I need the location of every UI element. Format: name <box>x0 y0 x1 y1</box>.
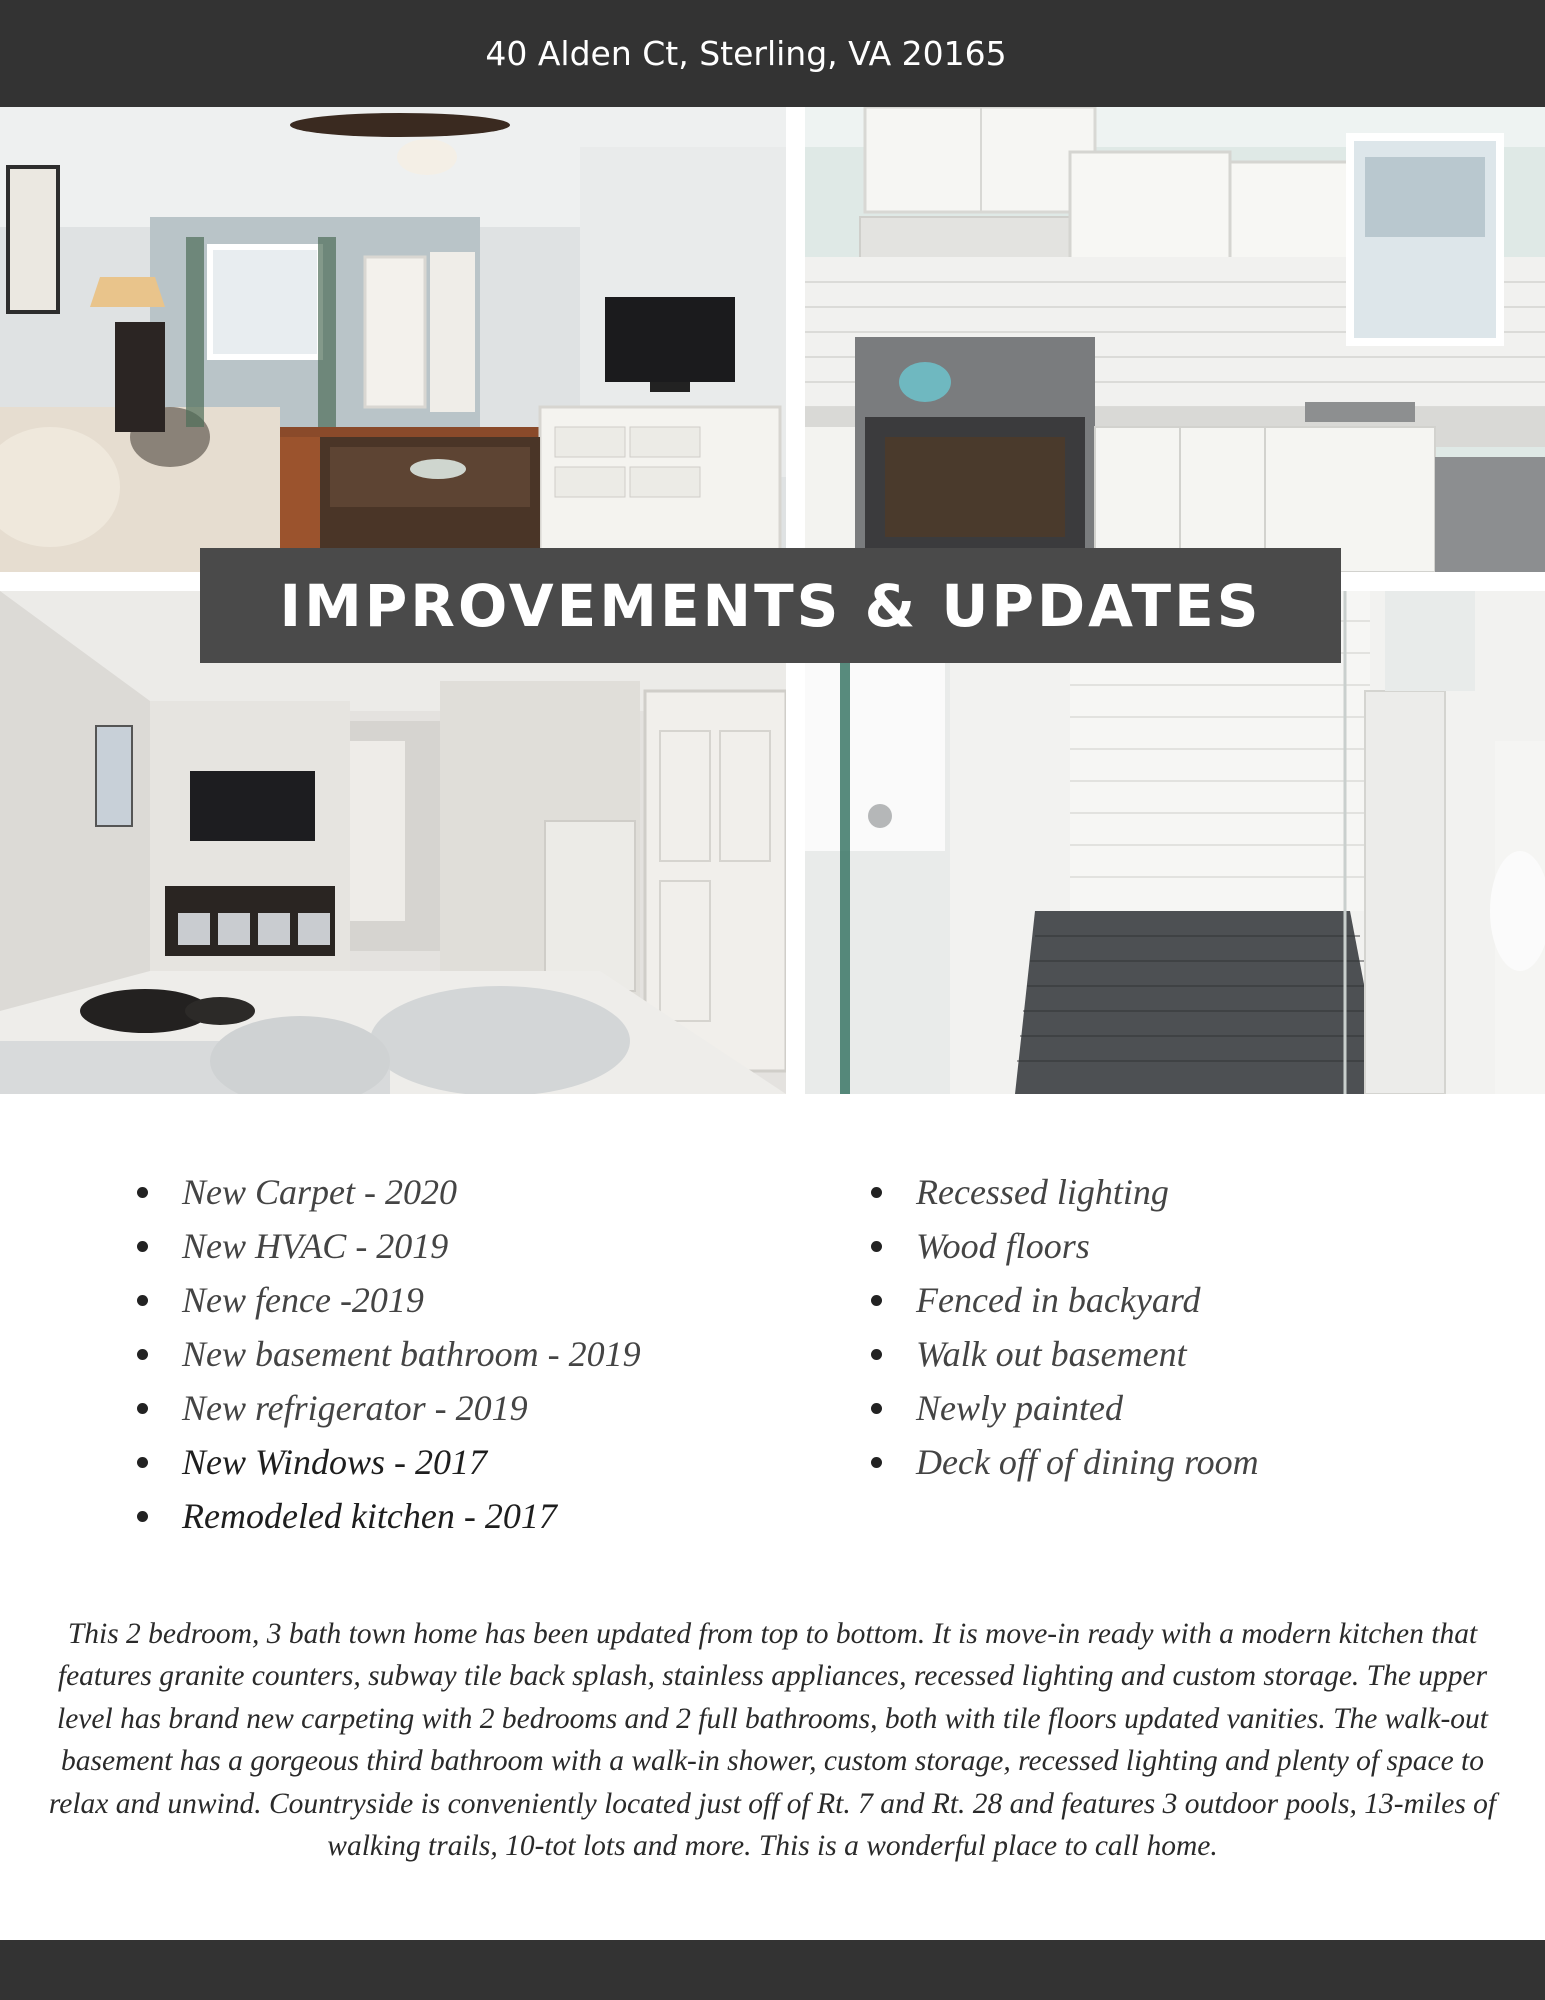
bullet-icon <box>137 1457 148 1468</box>
bullet-icon <box>137 1511 148 1522</box>
bullet-icon <box>137 1403 148 1414</box>
list-item: New HVAC - 2019 <box>134 1219 641 1273</box>
bullet-icon <box>137 1187 148 1198</box>
improvements-list-left <box>134 1165 641 1543</box>
bullet-icon <box>871 1295 882 1306</box>
shower-photo <box>805 591 1545 1094</box>
list-item: New fence -2019 <box>134 1273 641 1327</box>
header-bar <box>0 0 1545 107</box>
bullet-icon <box>871 1349 882 1360</box>
bullet-icon <box>137 1241 148 1252</box>
list-item: Recessed lighting <box>868 1165 1259 1219</box>
list-item: Fenced in backyard <box>868 1273 1259 1327</box>
section-banner <box>200 548 1341 663</box>
list-item: New refrigerator - 2019 <box>134 1381 641 1435</box>
list-item: Wood floors <box>868 1219 1259 1273</box>
bullet-icon <box>137 1295 148 1306</box>
list-item: Walk out basement <box>868 1327 1259 1381</box>
kitchen-photo <box>805 107 1545 572</box>
property-description: This 2 bedroom, 3 bath town home has been updated from top to bottom. It is move-in ready with a modern kitchen that features granite counters, subway tile back splash, stainless appliances, recessed lighting and custom storage. The upper level has brand new carpeting with 2 bedrooms and 2 full bathrooms, both with tile floors updated vanities. The walk-out basement has a gorgeous third bathroom with a walk-in shower, custom storage, recessed lighting and plenty of space to relax and unwind. Countryside is conveniently located just off of Rt. 7 and Rt. 28 and features 3 outdoor pools, 13-miles of walking trails, 10-tot lots and more. This is a wonderful place to call home. <box>48 1617 1497 1862</box>
improvements-list-right <box>868 1165 1259 1489</box>
list-item: New basement bathroom - 2019 <box>134 1327 641 1381</box>
footer-bar <box>0 1940 1545 2000</box>
bullet-icon <box>871 1187 882 1198</box>
basement-photo <box>0 591 786 1094</box>
list-item: Remodeled kitchen - 2017 <box>134 1489 641 1543</box>
bullet-icon <box>871 1241 882 1252</box>
bullet-icon <box>871 1457 882 1468</box>
list-item: Newly painted <box>868 1381 1259 1435</box>
bullet-icon <box>137 1349 148 1360</box>
property-address: 40 Alden Ct, Sterling, VA 20165 <box>485 34 1007 73</box>
living-room-photo <box>0 107 786 572</box>
list-item: New Windows - 2017 <box>134 1435 641 1489</box>
list-item: Deck off of dining room <box>868 1435 1259 1489</box>
section-title: IMPROVEMENTS & UPDATES <box>279 571 1262 640</box>
list-item: New Carpet - 2020 <box>134 1165 641 1219</box>
bullet-icon <box>871 1403 882 1414</box>
